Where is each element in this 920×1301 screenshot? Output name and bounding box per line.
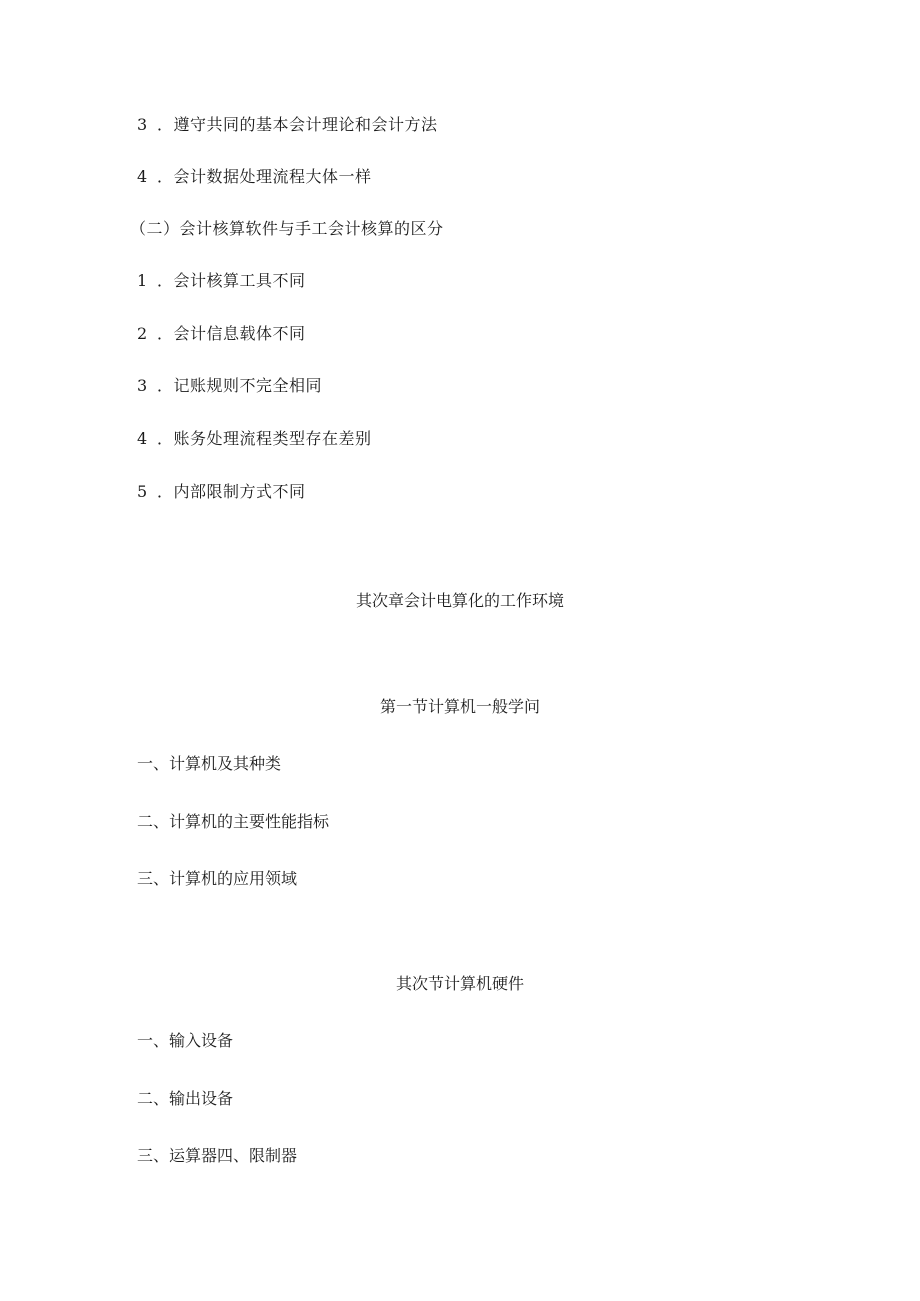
item-number: 3 [137, 115, 148, 134]
chapter-title: 其次章会计电算化的工作环境 [355, 591, 564, 610]
subheading: （二）会计核算软件与手工会计核算的区分 [130, 219, 444, 238]
list-item [137, 167, 372, 187]
section-title: 其次节计算机硬件 [395, 974, 524, 993]
list-item [137, 482, 306, 502]
list-item [137, 429, 372, 449]
item-number: 1 [137, 271, 148, 290]
item-text: ．记账规则不完全相同 [157, 376, 323, 395]
item-text: ．内部限制方式不同 [157, 482, 306, 501]
item-number: 2 [137, 324, 148, 343]
item-number: 4 [137, 167, 148, 186]
list-item: 三、计算机的应用领域 [137, 869, 298, 888]
item-number: 4 [137, 429, 148, 448]
item-text: ．会计数据处理流程大体一样 [157, 167, 372, 186]
item-text: ．会计核算工具不同 [157, 271, 306, 290]
list-item [137, 376, 322, 396]
list-item: 一、输入设备 [137, 1031, 234, 1050]
item-text: ．遵守共同的基本会计理论和会计方法 [157, 115, 438, 134]
item-number: 3 [137, 376, 148, 395]
item-text: ．账务处理流程类型存在差别 [157, 429, 372, 448]
list-item: 三、运算器四、限制器 [137, 1146, 298, 1165]
list-item [137, 324, 306, 344]
list-item [137, 271, 306, 291]
list-item [137, 115, 438, 135]
item-number: 5 [137, 482, 148, 501]
list-item: 一、计算机及其种类 [137, 754, 282, 773]
list-item: 二、计算机的主要性能指标 [137, 812, 330, 831]
section-title: 第一节计算机一般学问 [379, 697, 540, 716]
item-text: ．会计信息载体不同 [157, 324, 306, 343]
list-item: 二、输出设备 [137, 1089, 234, 1108]
